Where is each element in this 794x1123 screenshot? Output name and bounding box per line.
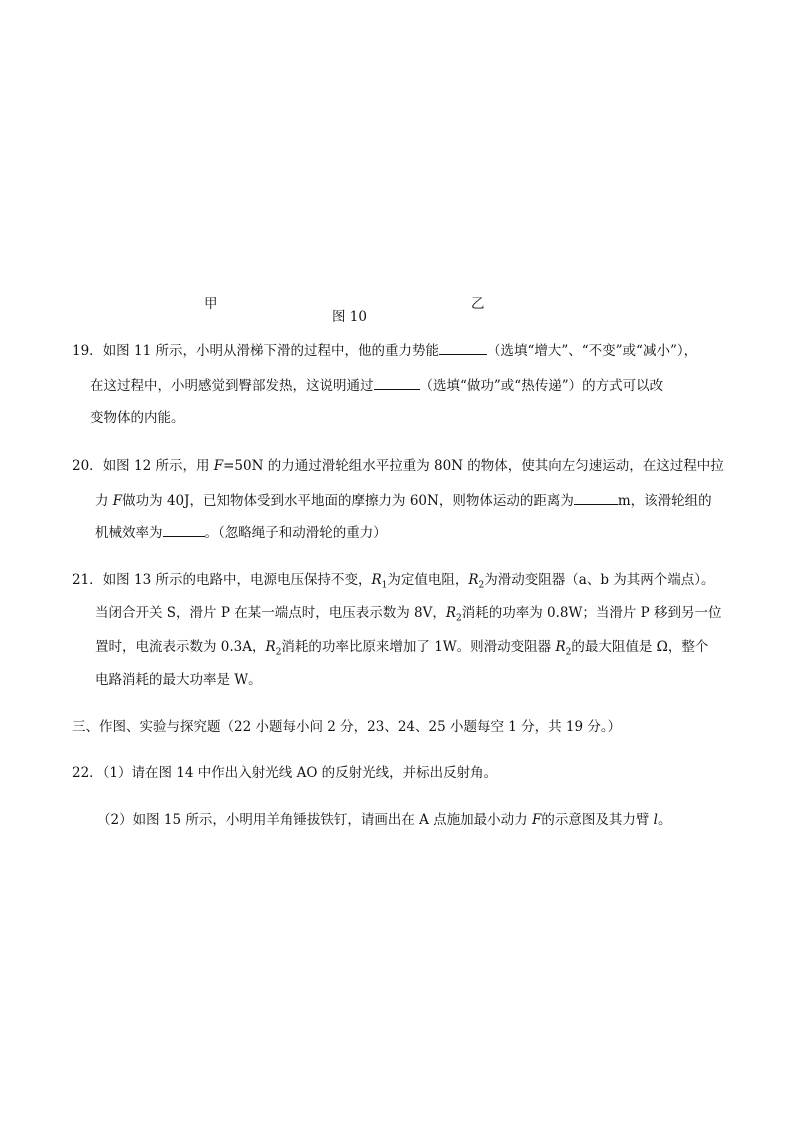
q20-line1 [72,456,724,476]
q21-r2-symbol: R [468,572,479,588]
q21-line1 [72,570,715,596]
q22-part1 [72,763,497,783]
q19-text-2b: （选填“做功”或“热传递”）的方式可以改 [419,378,664,394]
q19-text-2a: 在这过程中，小明感觉到臀部发热，这说明通过 [90,378,374,394]
q21-text-3c: 的最大阻值是 Ω，整个 [571,639,709,655]
q20-force-symbol: F [213,458,224,474]
q21-text-3a: 置时，电流表示数为 0.3A， [95,639,266,655]
q21-text-2b: 消耗的功率为 0.8W；当滑片 P 移到另一位 [461,605,722,621]
q21-r2-subscript: 2 [478,580,485,591]
q21-r2-symbol-3: R [265,639,276,655]
q21-line3 [95,637,708,663]
q22-force-symbol: F [531,812,542,828]
q21-line2 [95,603,722,629]
q22-text-1: 22．（1）请在图 14 中作出入射光线 AO 的反射光线，并标出反射角。 [72,765,498,781]
q22-text-2a: （2）如图 15 所示，小明用羊角锤拔铁钉，请画出在 A 点施加最小动力 [97,812,532,828]
q22-part2 [97,810,671,830]
figure10-label-yi: 乙 [471,296,485,312]
q20-text-2c: m，该滑轮组的 [617,493,712,509]
q21-r2-subscript-4: 2 [565,647,572,658]
q21-text-1a: 如图 13 所示的电路中，电源电压保持不变， [102,572,372,588]
q21-r1-symbol: R [371,572,382,588]
q21-r2-symbol-2: R [445,605,457,621]
q22-arm-symbol: l [653,812,658,828]
q21-text-1c: 为滑动变阻器（a、b 为其两个端点）。 [484,572,715,588]
q21-text-3b: 消耗的功率比原来增加了 1W。则滑动变阻器 [281,639,556,655]
q20-line2 [95,490,712,511]
q20-force-symbol-2: F [112,493,123,509]
q21-r2-subscript-3: 2 [275,647,282,658]
q20-text-3a: 机械效率为 [95,525,163,541]
section3-heading [72,717,621,737]
q19-number: 19． [72,343,103,359]
q19-blank-1[interactable] [439,340,487,355]
q21-number: 21． [72,572,103,588]
q19-line2 [90,375,663,396]
q19-line1 [72,340,697,361]
q21-text-2a: 当闭合开关 S，滑片 P 在某一端点时，电压表示数为 8V， [95,605,446,621]
q21-text-1b: 为定值电阻， [387,572,469,588]
q19-text-1b: （选填“增大”、“不变”或“减小”）， [486,343,698,359]
q20-line3 [95,522,387,543]
figure10-caption: 图 10 [332,309,367,325]
q19-text-1a: 如图 11 所示，小明从滑梯下滑的过程中，他的重力势能 [102,343,439,359]
q19-blank-2[interactable] [374,375,420,390]
q20-text-1a: 如图 12 所示，用 [102,458,214,474]
figure10-label-jia: 甲 [204,296,218,312]
q21-r1-subscript: 1 [381,580,388,591]
q20-number: 20． [72,458,103,474]
q20-blank-1[interactable] [574,490,618,505]
q21-line4 [95,670,262,690]
q22-text-2b: 的示意图及其力臂 [541,812,654,828]
q19-text-3: 变物体的内能。 [90,410,185,426]
q20-blank-2[interactable] [163,522,205,537]
q20-text-3b: 。（忽略绳子和动滑轮的重力） [204,525,387,541]
q21-r2-symbol-4: R [555,639,566,655]
q20-text-1b: =50N 的力通过滑轮组水平拉重为 80N 的物体，使其向左匀速运动，在这过程中拉 [223,458,724,474]
q22-text-2c: 。 [657,812,672,828]
q21-text-4: 电路消耗的最大功率是 W。 [95,672,262,688]
q20-text-2a: 力 [95,493,113,509]
section3-title: 三、作图、实验与探究题（22 小题每小问 2 分，23、24、25 小题每空 1 分，共 19 分。） [72,719,622,735]
q20-text-2b: 做功为 40J，已知物体受到水平地面的摩擦力为 60N，则物体运动的距离为 [122,493,574,509]
q19-line3 [90,408,185,428]
q21-r2-subscript-2: 2 [456,613,462,624]
